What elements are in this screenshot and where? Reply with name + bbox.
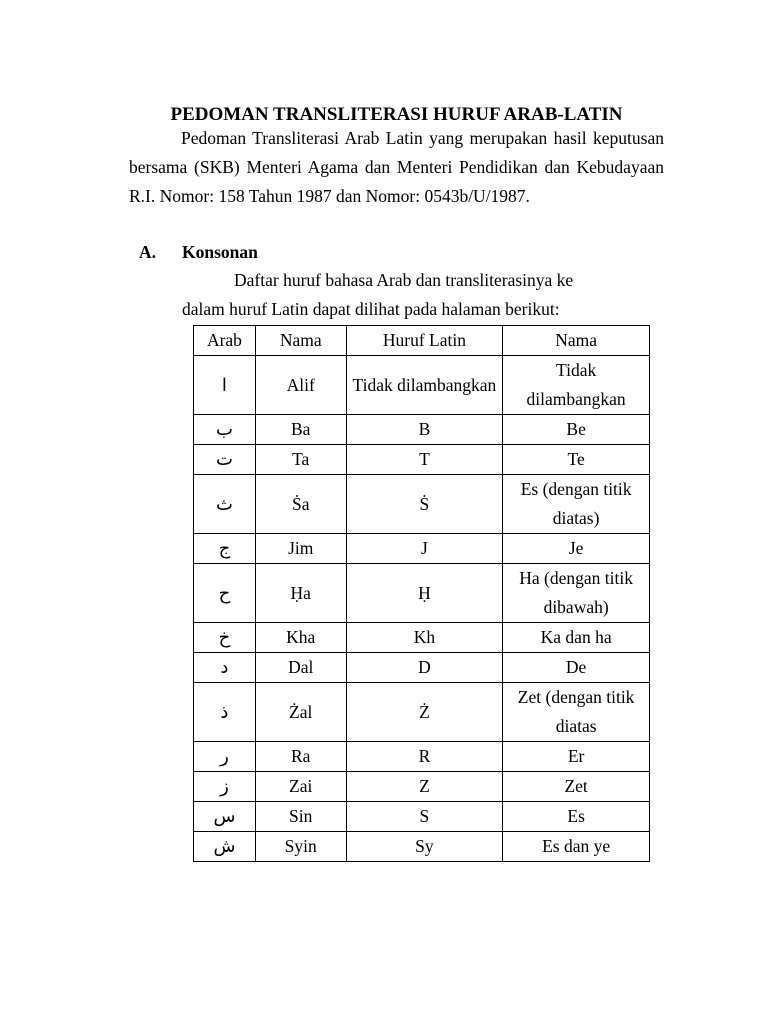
section-text-line-2: dalam huruf Latin dapat dilihat pada halaman berikut: [182, 299, 560, 319]
intro-paragraph: Pedoman Transliterasi Arab Latin yang merupakan hasil keputusan bersama (SKB) Menteri Agama dan Menteri Pendidikan dan Kebudayaan R.I. Nomor: 158 Tahun 1987 dan Nomor: 0543b/U/1987. [129, 128, 664, 206]
header-huruf-latin: Huruf Latin [346, 326, 503, 356]
cell-keterangan: De [503, 653, 650, 683]
cell-nama: Ra [255, 742, 346, 772]
cell-arab: ش [194, 832, 256, 862]
section-title: Konsonan [182, 242, 258, 262]
cell-huruf-latin: Ż [346, 683, 503, 742]
cell-nama: Ḥa [255, 564, 346, 623]
cell-keterangan: Es [503, 802, 650, 832]
cell-arab: خ [194, 623, 256, 653]
cell-nama: Ta [255, 445, 346, 475]
cell-keterangan: Te [503, 445, 650, 475]
cell-nama: Zai [255, 772, 346, 802]
cell-arab: د [194, 653, 256, 683]
cell-huruf-latin: D [346, 653, 503, 683]
table-row [194, 653, 650, 683]
table-row [194, 415, 650, 445]
table-row [194, 356, 650, 415]
cell-keterangan: Es dan ye [503, 832, 650, 862]
table-row [194, 802, 650, 832]
cell-keterangan: Zet [503, 772, 650, 802]
cell-keterangan: Er [503, 742, 650, 772]
cell-arab: ر [194, 742, 256, 772]
cell-huruf-latin: B [346, 415, 503, 445]
section-heading [139, 238, 258, 266]
page-title: PEDOMAN TRANSLITERASI HURUF ARAB-LATIN [170, 104, 623, 125]
cell-arab: ز [194, 772, 256, 802]
cell-huruf-latin: J [346, 534, 503, 564]
cell-nama: Żal [255, 683, 346, 742]
cell-keterangan: Es (dengan titik diatas) [503, 475, 650, 534]
cell-keterangan: Je [503, 534, 650, 564]
table-row [194, 564, 650, 623]
cell-huruf-latin: Ṡ [346, 475, 503, 534]
cell-huruf-latin: Sy [346, 832, 503, 862]
table-row [194, 445, 650, 475]
table-body [194, 356, 650, 862]
cell-nama: Jim [255, 534, 346, 564]
cell-huruf-latin: T [346, 445, 503, 475]
cell-nama: Ṡa [255, 475, 346, 534]
section-paragraph [182, 266, 664, 324]
cell-nama: Kha [255, 623, 346, 653]
cell-huruf-latin: Ḥ [346, 564, 503, 623]
section-number: A. [139, 242, 157, 262]
header-arab: Arab [194, 326, 256, 356]
cell-arab: ث [194, 475, 256, 534]
table-row [194, 832, 650, 862]
cell-keterangan: Zet (dengan titik diatas [503, 683, 650, 742]
table-row [194, 475, 650, 534]
cell-keterangan: Tidak dilambangkan [503, 356, 650, 415]
cell-nama: Ba [255, 415, 346, 445]
transliteration-table [193, 325, 650, 862]
cell-keterangan: Be [503, 415, 650, 445]
cell-nama: Sin [255, 802, 346, 832]
table-header-row [194, 326, 650, 356]
cell-keterangan: Ha (dengan titik dibawah) [503, 564, 650, 623]
cell-arab: س [194, 802, 256, 832]
table-row [194, 534, 650, 564]
cell-keterangan: Ka dan ha [503, 623, 650, 653]
cell-nama: Alif [255, 356, 346, 415]
cell-arab: ا [194, 356, 256, 415]
header-keterangan: Nama [503, 326, 650, 356]
cell-huruf-latin: S [346, 802, 503, 832]
cell-nama: Syin [255, 832, 346, 862]
table-row [194, 623, 650, 653]
cell-arab: ذ [194, 683, 256, 742]
cell-huruf-latin: Z [346, 772, 503, 802]
cell-arab: ج [194, 534, 256, 564]
header-nama: Nama [255, 326, 346, 356]
cell-huruf-latin: Tidak dilambangkan [346, 356, 503, 415]
table-row [194, 683, 650, 742]
cell-arab: ح [194, 564, 256, 623]
cell-arab: ب [194, 415, 256, 445]
table-row [194, 742, 650, 772]
table-row [194, 772, 650, 802]
cell-huruf-latin: R [346, 742, 503, 772]
section-text-line-1: Daftar huruf bahasa Arab dan transliterasinya ke [234, 270, 574, 290]
cell-huruf-latin: Kh [346, 623, 503, 653]
cell-nama: Dal [255, 653, 346, 683]
cell-arab: ت [194, 445, 256, 475]
